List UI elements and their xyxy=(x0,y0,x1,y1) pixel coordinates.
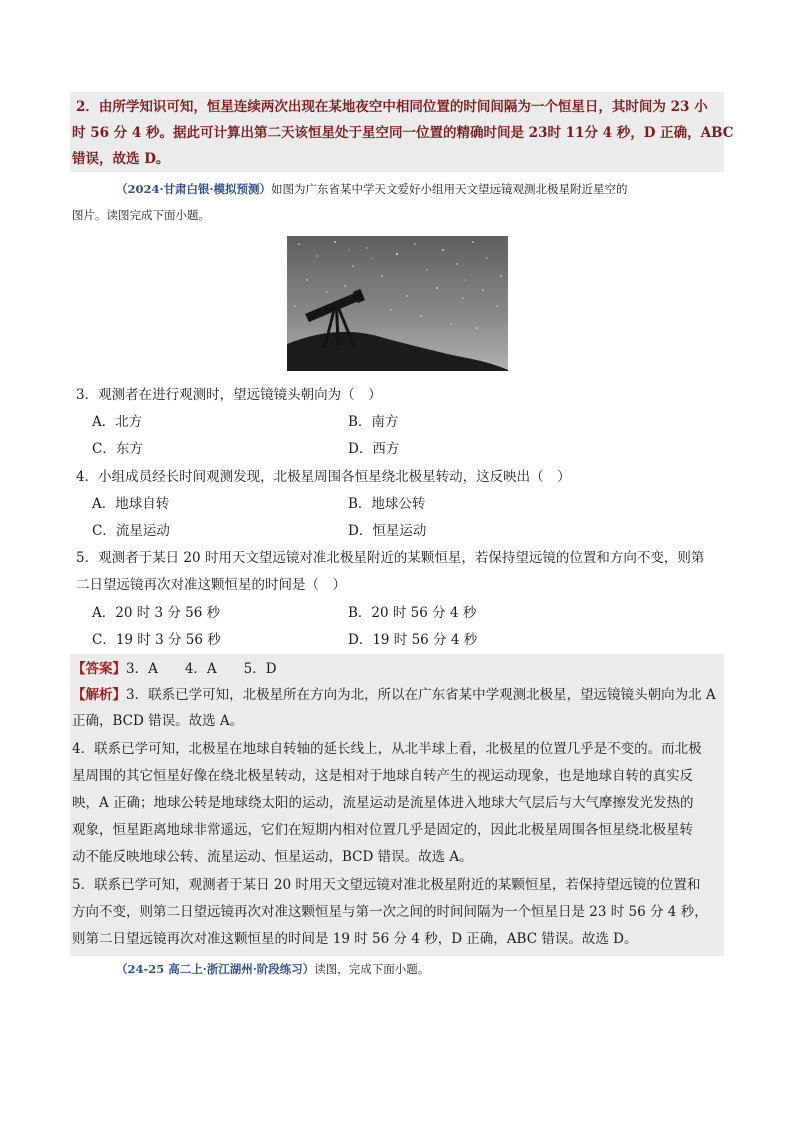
intro-text: 如图为广东省某中学天文爱好小组用天文望远镜观测北极星附近星空的 xyxy=(271,182,628,196)
next-intro-text: 读图，完成下面小题。 xyxy=(314,962,430,976)
question-5-option-b[interactable]: B．20 时 56 分 4 秒 xyxy=(348,605,477,621)
question-3-option-b[interactable]: B．南方 xyxy=(348,414,399,430)
night-sky-photo xyxy=(287,236,508,371)
previous-answer-line-1: 2．由所学知识可知，恒星连续两次出现在某地夜空中相同位置的时间间隔为一个恒星日，其时间为 23 小 xyxy=(76,99,708,115)
question-4-option-b[interactable]: B．地球公转 xyxy=(348,496,426,512)
answer-label: 【答案】 xyxy=(72,661,126,677)
question-4-option-c[interactable]: C．流星运动 xyxy=(92,523,170,539)
analysis-4-line-2: 星周围的其它恒星好像在绕北极星转动，这是相对于地球自转产生的视运动现象，也是地球自转的真实反 xyxy=(72,768,693,784)
answer-line xyxy=(72,660,277,678)
answer-text: 3．A 4．A 5．D xyxy=(126,661,277,677)
analysis-4-line-5: 动不能反映地球公转、流星运动、恒星运动，BCD 错误。故选 A。 xyxy=(72,849,473,865)
question-5-stem-line-2: 二日望远镜再次对准这颗恒星的时间是（ ） xyxy=(76,577,346,593)
analysis-5-line-1: 5．联系已学可知，观测者于某日 20 时用天文望远镜对准北极星附近的某颗恒星，若保持望远镜的位置和 xyxy=(72,877,701,893)
question-4-option-d[interactable]: D．恒星运动 xyxy=(348,523,427,539)
previous-answer-line-3: 错误，故选 D。 xyxy=(72,151,170,167)
question-5-stem-line-1: 5．观测者于某日 20 时用天文望远镜对准北极星附近的某颗恒星，若保持望远镜的位置和方向不变，则第 xyxy=(76,550,705,566)
question-4-option-a[interactable]: A．地球自转 xyxy=(92,496,170,512)
analysis-4-line-1: 4．联系已学可知，北极星在地球自转轴的延长线上，从北半球上看，北极星的位置几乎是不变的。而北极 xyxy=(72,741,702,757)
question-3-option-d[interactable]: D．西方 xyxy=(348,441,400,457)
analysis-3-line-1 xyxy=(72,686,716,704)
next-question-source: （24-25 高二上·浙江湖州·阶段练习） xyxy=(116,962,315,976)
analysis-3-text: 3．联系已学可知，北极星所在方向为北，所以在广东省某中学观测北极星，望远镜镜头朝向为北 A xyxy=(126,687,716,703)
question-5-option-c[interactable]: C．19 时 3 分 56 秒 xyxy=(92,632,221,648)
question-3-stem: 3．观测者在进行观测时，望远镜镜头朝向为（ ） xyxy=(76,387,382,403)
question-3-option-a[interactable]: A．北方 xyxy=(92,414,143,430)
intro-text-continued: 图片。读图完成下面小题。 xyxy=(72,208,210,222)
question-5-option-a[interactable]: A．20 时 3 分 56 秒 xyxy=(92,605,221,621)
previous-answer-line-2: 时 56 分 4 秒。据此可计算出第二天该恒星处于星空同一位置的精确时间是 23时 11分 4 秒，D 正确，ABC xyxy=(72,125,734,141)
analysis-4-line-3: 映，A 正确；地球公转是地球绕太阳的运动，流星运动是流星体进入地球大气层后与大气摩擦发光发热的 xyxy=(72,795,694,811)
question-source: （2024·甘肃白银·模拟预测） xyxy=(116,182,272,196)
question-intro xyxy=(116,180,628,198)
question-4-stem: 4．小组成员经长时间观测发现，北极星周围各恒星绕北极星转动，这反映出（ ） xyxy=(76,469,571,485)
analysis-5-line-3: 则第二日望远镜再次对准这颗恒星的时间是 19 时 56 分 4 秒，D 正确，ABC 错误。故选 D。 xyxy=(72,931,638,947)
telescope-silhouette-icon xyxy=(287,236,508,371)
question-3-option-c[interactable]: C．东方 xyxy=(92,441,143,457)
next-question-intro xyxy=(116,960,429,978)
question-5-option-d[interactable]: D．19 时 56 分 4 秒 xyxy=(348,632,478,648)
analysis-label: 【解析】 xyxy=(72,687,126,703)
analysis-5-line-2: 方向不变，则第二日望远镜再次对准这颗恒星与第一次之间的时间间隔为一个恒星日是 23 时 56 分 4 秒， xyxy=(72,904,708,920)
analysis-3-line-2: 正确，BCD 错误。故选 A。 xyxy=(72,713,244,729)
analysis-4-line-4: 观象，恒星距离地球非常遥远，它们在短期内相对位置几乎是固定的，因此北极星周围各恒星绕北极星转 xyxy=(72,822,693,838)
